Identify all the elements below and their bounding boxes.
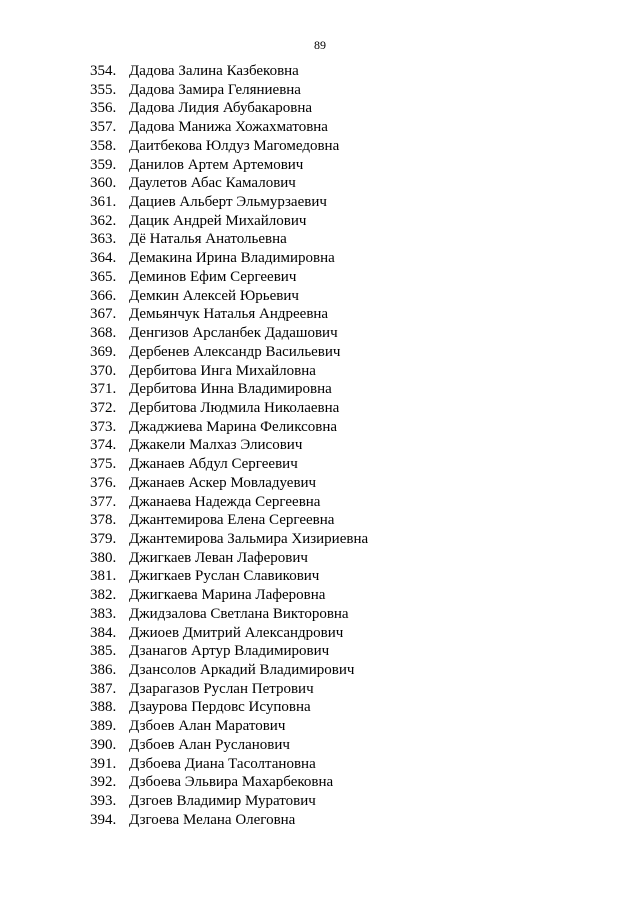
entry-number: 359.	[90, 156, 117, 173]
entry-name: Дзаурова Пердовс Исуповна	[129, 699, 311, 716]
entry-name: Дзбоева Диана Тасолтановна	[129, 755, 316, 772]
entry-name: Джантемирова Елена Сергеевна	[129, 512, 335, 529]
entry-name: Дзарагазов Руслан Петрович	[129, 680, 314, 697]
entry-name: Дзбоев Алан Русланович	[129, 736, 290, 753]
entry-number: 386.	[90, 662, 117, 678]
entry-number: 377.	[90, 493, 117, 510]
entry-number: 356.	[90, 100, 117, 117]
entry-number: 374.	[90, 437, 117, 454]
entry-name: Данилов Артем Артемович	[129, 156, 304, 173]
entry-name: Дербитова Инга Михайловна	[129, 362, 316, 379]
entry-number: 390.	[90, 736, 117, 753]
entry-name: Джанаев Абдул Сергеевич	[129, 456, 298, 473]
entry-name: Джигкаева Марина Лаферовна	[129, 587, 326, 604]
entry-name: Джанаева Надежда Сергеевна	[129, 493, 321, 510]
entry-name: Джантемирова Зальмира Хизириевна	[129, 530, 369, 547]
entry-number: 394.	[90, 811, 117, 828]
entry-name: Джиоев Дмитрий Александрович	[129, 624, 344, 641]
entry-name: Дербитова Людмила Николаевна	[129, 399, 340, 416]
entry-name: Даулетов Абас Камалович	[129, 175, 296, 192]
entry-name: Денгизов Арсланбек Дадашович	[129, 325, 338, 342]
entry-number: 378.	[90, 512, 117, 529]
entry-name: Демкин Алексей Юрьевич	[129, 287, 299, 304]
entry-name: Дербенев Александр Васильевич	[129, 343, 341, 360]
entry-number: 375.	[90, 456, 117, 473]
entry-number: 366.	[90, 287, 117, 304]
entry-name: Джидзалова Светлана Викторовна	[129, 605, 349, 622]
entry-number: 381.	[90, 568, 117, 585]
entry-name: Даитбекова Юлдуз Магомедовна	[129, 137, 340, 154]
entry-number: 391.	[90, 755, 117, 772]
entry-number: 392.	[90, 774, 117, 791]
entry-number: 369.	[90, 343, 117, 360]
entry-name: Дербитова Инна Владимировна	[129, 381, 332, 398]
entry-name: Дациев Альберт Эльмурзаевич	[129, 194, 327, 211]
entry-number: 354.	[90, 63, 117, 79]
entry-number: 393.	[90, 793, 117, 810]
entry-number: 367.	[90, 306, 117, 323]
entry-number: 371.	[90, 381, 117, 398]
entry-name: Джакели Малхаз Элисович	[129, 437, 303, 454]
entry-number: 362.	[90, 212, 117, 229]
entry-name: Джанаев Аскер Мовладуевич	[129, 474, 317, 491]
entry-name: Дадова Лидия Абубакаровна	[129, 100, 313, 117]
entry-number: 383.	[90, 605, 117, 622]
entry-number: 384.	[90, 624, 117, 641]
entry-number: 357.	[90, 119, 117, 136]
page-number: 89	[314, 38, 326, 52]
entry-name: Джигкаев Руслан Славикович	[129, 568, 320, 585]
entry-number: 363.	[90, 231, 117, 248]
entry-name: Демьянчук Наталья Андреевна	[129, 306, 329, 323]
entry-name: Демакина Ирина Владимировна	[129, 250, 335, 267]
entry-number: 382.	[90, 587, 117, 604]
entry-number: 389.	[90, 718, 117, 735]
entry-number: 365.	[90, 268, 117, 285]
entry-name: Дё Наталья Анатольевна	[129, 231, 287, 248]
entry-number: 380.	[90, 549, 117, 566]
entry-number: 370.	[90, 362, 117, 379]
entry-name: Дадова Залина Казбековна	[129, 63, 299, 79]
entry-name: Дзгоев Владимир Муратович	[129, 793, 316, 810]
entry-name: Дзансолов Аркадий Владимирович	[129, 662, 355, 678]
entry-number: 364.	[90, 250, 117, 267]
entry-name: Дзанагов Артур Владимирович	[129, 643, 330, 660]
entry-number: 368.	[90, 325, 117, 342]
entry-name: Дадова Замира Геляниевна	[129, 81, 301, 98]
entry-number: 360.	[90, 175, 117, 192]
entry-name: Дзбоев Алан Маратович	[129, 718, 286, 735]
entry-name: Деминов Ефим Сергеевич	[129, 268, 297, 285]
entry-number: 373.	[90, 418, 117, 435]
entry-number: 376.	[90, 474, 117, 491]
entry-number: 388.	[90, 699, 117, 716]
entry-name: Джигкаев Леван Лаферович	[129, 549, 308, 566]
entry-number: 385.	[90, 643, 117, 660]
entry-name: Дацик Андрей Михайлович	[129, 212, 307, 229]
entry-name: Джаджиева Марина Феликсовна	[129, 418, 338, 435]
entry-name: Дадова Манижа Хожахматовна	[129, 119, 328, 136]
entry-number: 372.	[90, 399, 117, 416]
entry-name: Дзбоева Эльвира Махарбековна	[129, 774, 334, 791]
entry-number: 387.	[90, 680, 117, 697]
entry-number: 355.	[90, 81, 117, 98]
entry-name: Дзгоева Мелана Олеговна	[129, 811, 296, 828]
entry-number: 361.	[90, 194, 117, 211]
entry-number: 358.	[90, 137, 117, 154]
entry-number: 379.	[90, 530, 117, 547]
